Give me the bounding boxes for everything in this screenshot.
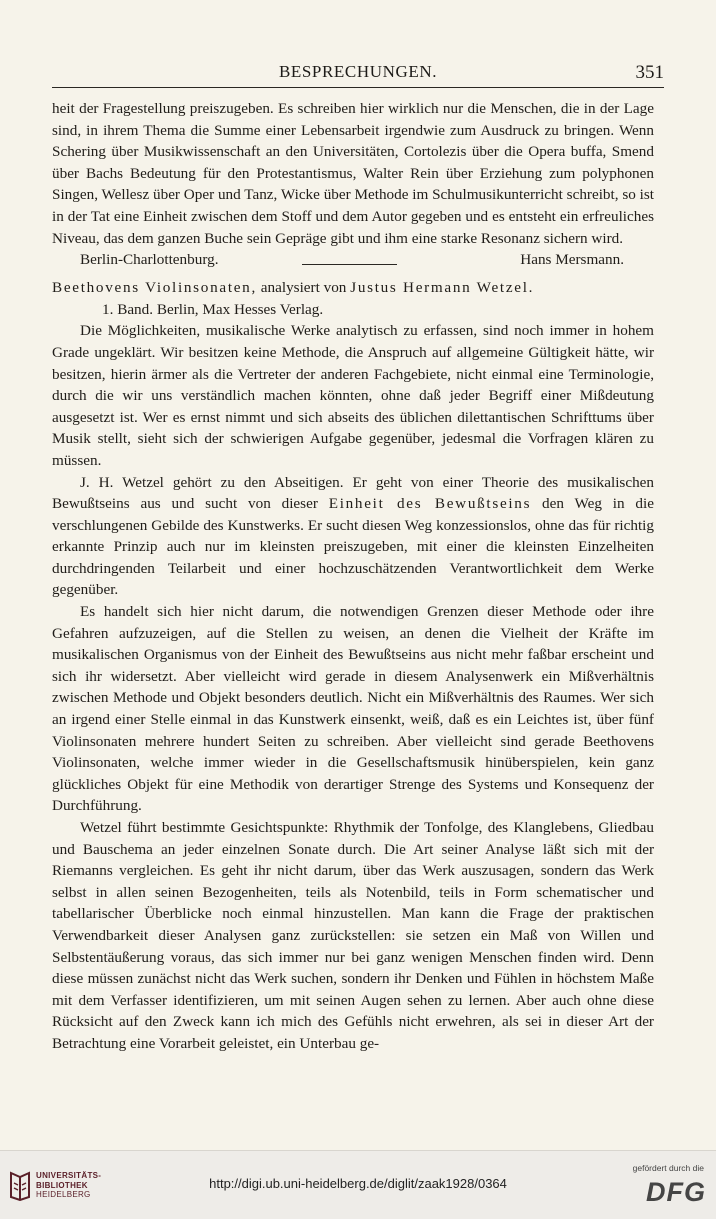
running-title: BESPRECHUNGEN. <box>278 62 438 81</box>
paragraph-2-part-b: den Weg in die verschlungenen Gebilde des Kunstwerks. Er sucht diesen Weg konzessionslos, ohne das für richtig erkannte Prinzip auch nur im kleinsten preiszugeben, mit einer die kleinsten Einzelheiten durchdringenden Teilarbeit und einer hochzuschätzenden Verantwortlichkeit dem Werke gegenüber. <box>52 495 654 599</box>
review-publication-info: 1. Band. Berlin, Max Hesses Verlag. <box>102 300 324 318</box>
review-title-connector: analysiert von <box>256 279 351 297</box>
paragraph-2-emphasis: Einheit des Bewußtseins <box>328 495 532 513</box>
dfg-logo: DFG <box>646 1177 706 1207</box>
signature-place: Berlin-Charlottenburg. <box>80 251 219 269</box>
page-number: 351 <box>635 62 664 83</box>
article-body <box>52 98 654 1055</box>
review-title-work: Beethovens Violinsonaten, <box>52 279 257 297</box>
review-title-author: Justus Hermann Wetzel. <box>350 279 535 297</box>
paragraph-2-part-a: J. H. Wetzel gehört zu den Abseitigen. Er geht von einer Theorie des musikalischen Bewußtseins aus und sucht von dieser <box>52 473 654 513</box>
review-paragraph-1: Die Möglichkeiten, musikalische Werke analytisch zu erfassen, sind noch immer in hohem Grade ungeklärt. Wir besitzen keine Methode, die Anspruch auf allgemeine Gültigkeit hätte, wir besitzen, hierin ärmer als die Vertreter der anderen Fachgebiete, nicht einmal eine Terminologie, durch die wir uns verständlich machen könnten, ohne daß jeder Begriff einer Mißdeutung ausgesetzt ist. Wer es ernst nimmt und sich abseits des üblichen dilettantischen Schrifttums über Musik stellt, sieht sich der schwierigen Aufgabe gegenüber, jedesmal die Vorfragen klären zu müssen. <box>52 322 654 469</box>
signature-line <box>52 249 654 271</box>
review-title <box>52 277 654 299</box>
header-rule <box>52 87 664 88</box>
running-head <box>52 62 664 84</box>
library-name-line-3: HEIDELBERG <box>36 1190 91 1200</box>
funding-caption: gefördert durch die <box>632 1163 704 1173</box>
review-paragraph-3: Es handelt sich hier nicht darum, die notwendigen Grenzen dieser Methode oder ihre Gefahren aufzuzeigen, auf die Stellen zu weisen, an denen die Vielheit der Kräfte im musikalischen Organismus von der Einheit des Bewußtseins aus nicht mehr faßbar erscheint und sich ihr widersetzt. Aber vielleicht wird gerade in diesem Analysenwerk ein Mißverhältnis zwischen Methode und Objekt besonders deutlich. Nicht ein Mißverhältnis des Raumes. Wer sich an irgend einer Stelle einmal in das Kunstwerk einsenkt, weiß, daß es ein Leichtes ist, über fünf Violinsonaten mehrere hundert Seiten zu schreiben. Aber vielleicht sind gerade Beethovens Violinsonaten, welche immer wieder in die Gesellschaftsmusik hinüberspielen, kein ganz glückliches Objekt für eine Methodik von derartiger Strenge des Systems und Konsequenz der Durchführung. <box>52 603 654 815</box>
digitization-footer <box>0 1150 716 1219</box>
permalink-url[interactable]: http://digi.ub.uni-heidelberg.de/diglit/zaak1928/0364 <box>209 1176 507 1191</box>
previous-review-conclusion: heit der Fragestellung preiszugeben. Es schreiben hier wirklich nur die Menschen, die in der Lage sind, in ihrem Thema die Summe einer Lebensarbeit irgendwie zum Ausdruck zu bringen. Wenn Schering über Musikwissenschaft an den Universitäten, Cortolezis über die Opera buffa, Smend über Bachs Bedeutung für den Protestantismus, Walter Rein über Erziehung zum polyphonen Singen, Wellesz über Oper und Tanz, Wicke über Methode im Schulmusikunterricht schreibt, so ist in der Tat eine Einheit zwischen dem Stoff und dem Autor gegeben und es entsteht ein erfreuliches Niveau, das dem ganzen Buche sein Gepräge gibt und ihm eine starke Resonanz sichern wird. <box>52 100 654 247</box>
review-paragraph-2 <box>52 472 654 602</box>
library-name-line-2: BIBLIOTHEK <box>36 1180 88 1190</box>
library-name-line-1: UNIVERSITÄTS- <box>36 1171 102 1180</box>
signature-author: Hans Mersmann. <box>520 251 624 269</box>
review-paragraph-4: Wetzel führt bestimmte Gesichtspunkte: Rhythmik der Tonfolge, des Klanglebens, Gliedbau und Bauschema an jeder einzelnen Sonate durch. Die Art seiner Analyse läßt sich mit der Riemanns vergleichen. Es geht ihr nicht darum, über das Werk auszusagen, sondern das Werk selbst in allen seinen Bezogenheiten, teils als Notenbild, teils in Form schematischer und tabellarischer Überblicke noch einmal hinzustellen. Man kann die Frage der praktischen Verwendbarkeit dieser Analysen ganz zurückstellen: sie setzen ein Maß von Willen und Selbstentäußerung voraus, das sich immer nur bei ganz wenigen Menschen finden wird. Denn diese müssen zunächst nicht das Werk suchen, sondern ihr Denken und Fühlen in höchstem Maße mit dem Verfasser identifizieren, um mit seinen Augen sehen zu lernen. Aber auch ohne diese Rücksicht auf den Zweck kann ich mich des Gefühls nicht erwehren, als sei in dieser Art der Betrachtung eine Vorarbeit geleistet, ein Unterbau ge- <box>52 819 654 1052</box>
separator-rule <box>302 264 397 265</box>
